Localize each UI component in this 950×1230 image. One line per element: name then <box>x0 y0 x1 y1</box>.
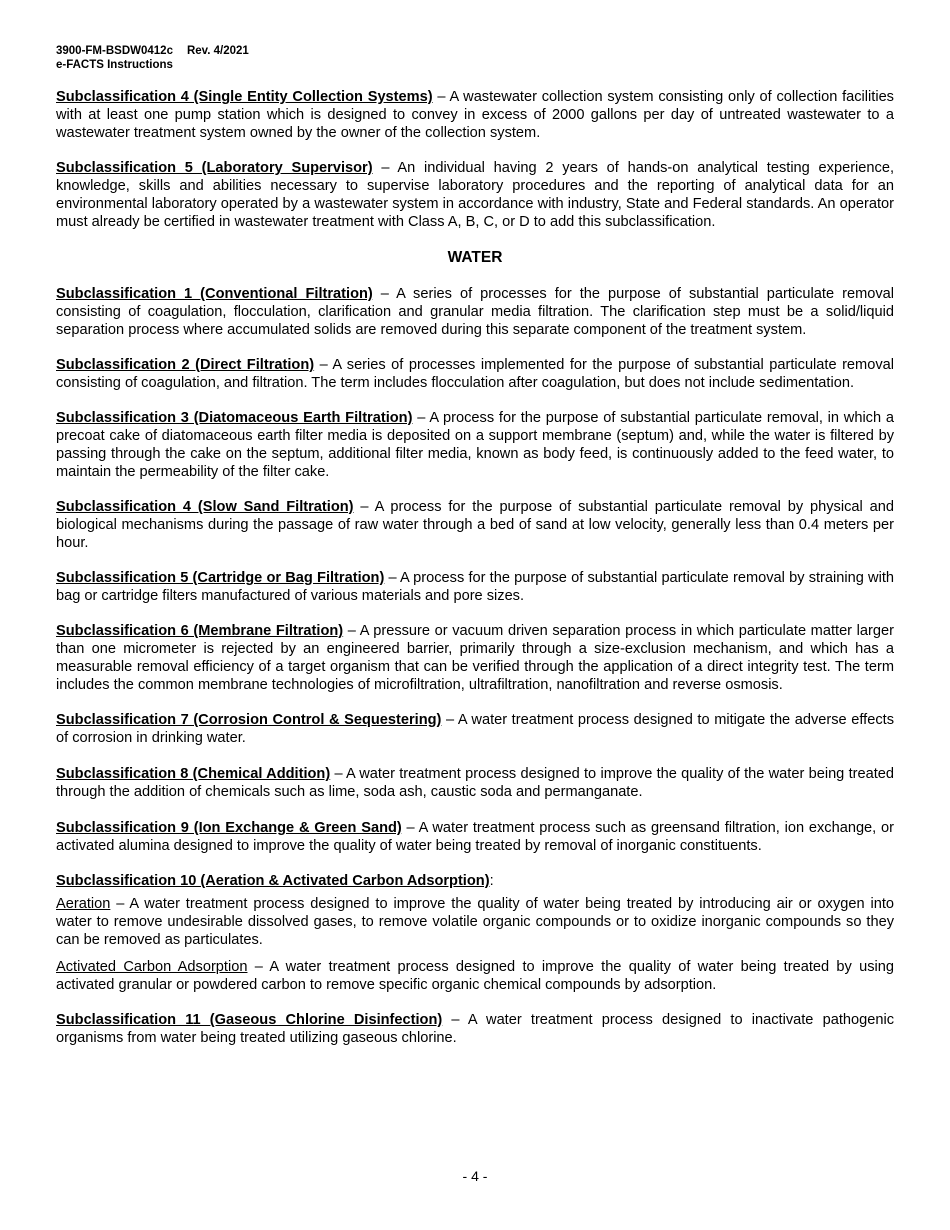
water-sub9 <box>56 819 894 855</box>
wastewater-sub5 <box>56 159 894 231</box>
subclass-suffix: : <box>489 873 494 889</box>
subclass-text: – A process for the purpose of substantial particulate removal, in which a precoat cake of diatomaceous earth filter media is deposited on a support membrane (septum) and, while the water is filtered by passing through the cake on the septum, additional filter media, known as body feed, is continuously added to the feed water, to maintain the permeability of the filter cake. <box>56 410 894 480</box>
water-sub3 <box>56 409 894 481</box>
water-sub8 <box>56 765 894 801</box>
form-id-line <box>56 44 894 58</box>
water-sub5 <box>56 569 894 605</box>
aeration-text: – A water treatment process designed to improve the quality of water being treated by introducing air or oxygen into water to remove undesirable dissolved gases, to remove volatile organic compounds or to oxidize inorganic compounds so they can be removed as particulates. <box>56 896 894 948</box>
subclass-text: – A process for the purpose of substantial particulate removal by physical and biological mechanisms during the passage of raw water through a bed of sand at low velocity, generally less than 0.4 meters per hour. <box>56 499 894 551</box>
subclass-label: Subclassification 11 (Gaseous Chlorine Disinfection) <box>56 1012 443 1028</box>
subclass-text: – A water treatment process designed to improve the quality of the water being treated through the addition of chemicals such as lime, soda ash, caustic soda and permanganate. <box>56 766 895 800</box>
subclass-label: Subclassification 9 (Ion Exchange & Green Sand) <box>56 820 402 836</box>
form-id: 3900-FM-BSDW0412c <box>56 45 173 57</box>
subclass-label: Subclassification 5 (Cartridge or Bag Filtration) <box>56 570 385 586</box>
subclass-text: – A water treatment process designed to inactivate pathogenic organisms from water being treated utilizing gaseous chlorine. <box>56 1012 894 1046</box>
carbon-definition <box>56 958 894 994</box>
subclass-text: – A wastewater collection system consisting only of collection facilities with at least one pump station which is designed to convey in excess of 2000 gallons per day of untreated wastewater to a wastewater treatment system owned by the owner of the collection system. <box>56 89 894 141</box>
aeration-label: Aeration <box>56 896 111 912</box>
form-revision: Rev. 4/2021 <box>186 45 249 57</box>
subclass-text: – A water treatment process such as greensand filtration, ion exchange, or activated alumina designed to improve the quality of water being treated by removal of inorganic constituents. <box>56 820 894 854</box>
carbon-text: – A water treatment process designed to improve the quality of water being treated by using activated granular or powdered carbon to remove specific organic chemical compounds by adsorption. <box>56 959 895 993</box>
water-sub10 <box>56 872 894 890</box>
subclass-label: Subclassification 10 (Aeration & Activated Carbon Adsorption) <box>56 873 490 889</box>
subclass-label: Subclassification 4 (Single Entity Collection Systems) <box>56 89 433 105</box>
carbon-label: Activated Carbon Adsorption <box>56 959 248 975</box>
document-header <box>56 44 894 72</box>
water-sub11 <box>56 1011 894 1047</box>
document-page <box>56 44 894 1047</box>
subclass-text: – A water treatment process designed to mitigate the adverse effects of corrosion in drinking water. <box>56 712 894 746</box>
aeration-definition <box>56 895 894 949</box>
subclass-text: – A series of processes implemented for the purpose of substantial particulate removal consisting of coagulation, and filtration. The term includes flocculation after coagulation, but does not include sedimentation. <box>56 357 894 391</box>
water-sub6 <box>56 622 894 694</box>
subclass-text: – A series of processes for the purpose of substantial particulate removal consisting of coagulation, flocculation, clarification and granular media filtration. The clarification step must be a solid/liquid separation process where accumulated solids are removed during this separate component of the treatment system. <box>56 286 894 338</box>
water-sub7 <box>56 711 894 747</box>
subclass-label: Subclassification 1 (Conventional Filtration) <box>56 286 373 302</box>
page-number: - 4 - <box>462 1168 488 1184</box>
subclass-label: Subclassification 8 (Chemical Addition) <box>56 766 331 782</box>
subclass-text: – A pressure or vacuum driven separation process in which particulate matter larger than one micrometer is rejected by an engineered barrier, primarily through a size-exclusion mechanism, and which has a measurable removal efficiency of a target organism that can be verified through the application of a direct integrity test. The term includes the common membrane technologies of microfiltration, ultrafiltration, nanofiltration and reverse osmosis. <box>56 623 894 693</box>
subclass-text: – A process for the purpose of substantial particulate removal by straining with bag or cartridge filters manufactured of various materials and pore sizes. <box>56 570 894 604</box>
header-subtitle: e-FACTS Instructions <box>56 59 173 71</box>
subclass-text: – An individual having 2 years of hands-on analytical testing experience, knowledge, skills and abilities necessary to supervise laboratory procedures and the reporting of analytical data for an environmental laboratory operated by a wastewater system in accordance with industry, State and Federal standards. An operator must already be certified in wastewater treatment with Class A, B, C, or D to add this subclassification. <box>56 160 894 230</box>
water-sub4 <box>56 498 894 552</box>
subclass-label: Subclassification 6 (Membrane Filtration) <box>56 623 344 639</box>
wastewater-sub4 <box>56 88 894 142</box>
subclass-label: Subclassification 7 (Corrosion Control & Sequestering) <box>56 712 442 728</box>
water-sub2 <box>56 356 894 392</box>
subclass-label: Subclassification 4 (Slow Sand Filtration) <box>56 499 354 515</box>
water-sub1 <box>56 285 894 339</box>
water-heading: WATER <box>447 249 503 266</box>
subclass-label: Subclassification 3 (Diatomaceous Earth Filtration) <box>56 410 413 426</box>
subclass-label: Subclassification 5 (Laboratory Supervisor) <box>56 160 373 176</box>
subclass-label: Subclassification 2 (Direct Filtration) <box>56 357 315 373</box>
